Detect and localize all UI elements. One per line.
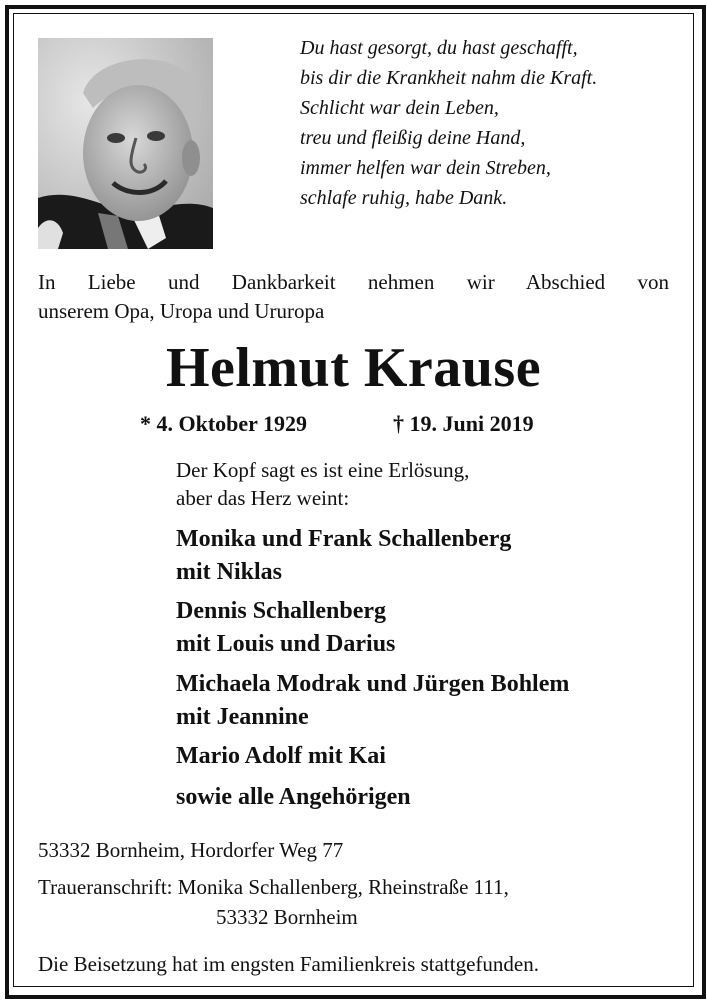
- birth-date: * 4. Oktober 1929: [140, 411, 308, 436]
- poem-line: schlafe ruhig, habe Dank.: [300, 187, 508, 209]
- home-address: 53332 Bornheim, Hordorfer Weg 77: [38, 838, 344, 862]
- intro-line: unserem Opa, Uropa und Ururopa: [38, 299, 325, 323]
- quote-line: Der Kopf sagt es ist eine Erlösung,: [176, 458, 470, 482]
- intro-line: In Liebe und Dankbarkeit nehmen wir Abschied von: [38, 270, 669, 294]
- mourner-group: [176, 668, 569, 734]
- intro-text: [38, 268, 669, 326]
- mourner-names: mit Jeannine: [176, 704, 309, 730]
- mourner-names: Michaela Modrak und Jürgen Bohlem: [176, 671, 570, 697]
- mourner-group: [176, 740, 386, 773]
- mourning-address-line: 53332 Bornheim: [216, 905, 358, 929]
- death-date: † 19. Juni 2019: [393, 411, 534, 436]
- mourner-names: mit Louis und Darius: [176, 631, 396, 657]
- poem-line: Schlicht war dein Leben,: [300, 97, 499, 119]
- quote: [176, 456, 469, 512]
- poem: [300, 33, 680, 213]
- mourner-names: mit Niklas: [176, 559, 283, 585]
- mourner-names: sowie alle Angehörigen: [176, 784, 411, 810]
- quote-line: aber das Herz weint:: [176, 486, 350, 510]
- funeral-note: Die Beisetzung hat im engsten Familienkreis stattgefunden.: [38, 952, 539, 976]
- mourner-names: Mario Adolf mit Kai: [176, 743, 386, 769]
- portrait-image: [38, 38, 213, 249]
- deceased-name: Helmut Krause: [165, 337, 542, 399]
- poem-line: immer helfen war dein Streben,: [300, 157, 551, 179]
- mourner-group: [176, 781, 411, 814]
- mourner-group: [176, 595, 395, 661]
- poem-line: treu und fleißig deine Hand,: [300, 127, 526, 149]
- mourning-address-line: Traueranschrift: Monika Schallenberg, Rheinstraße 111,: [38, 875, 509, 899]
- poem-line: bis dir die Krankheit nahm die Kraft.: [300, 67, 598, 89]
- portrait-photo: [38, 38, 213, 249]
- poem-line: Du hast gesorgt, du hast geschafft,: [300, 37, 578, 59]
- mourner-names: Monika und Frank Schallenberg: [176, 526, 512, 552]
- mourner-names: Dennis Schallenberg: [176, 598, 387, 624]
- mourning-address: [38, 872, 509, 932]
- mourner-group: [176, 523, 511, 589]
